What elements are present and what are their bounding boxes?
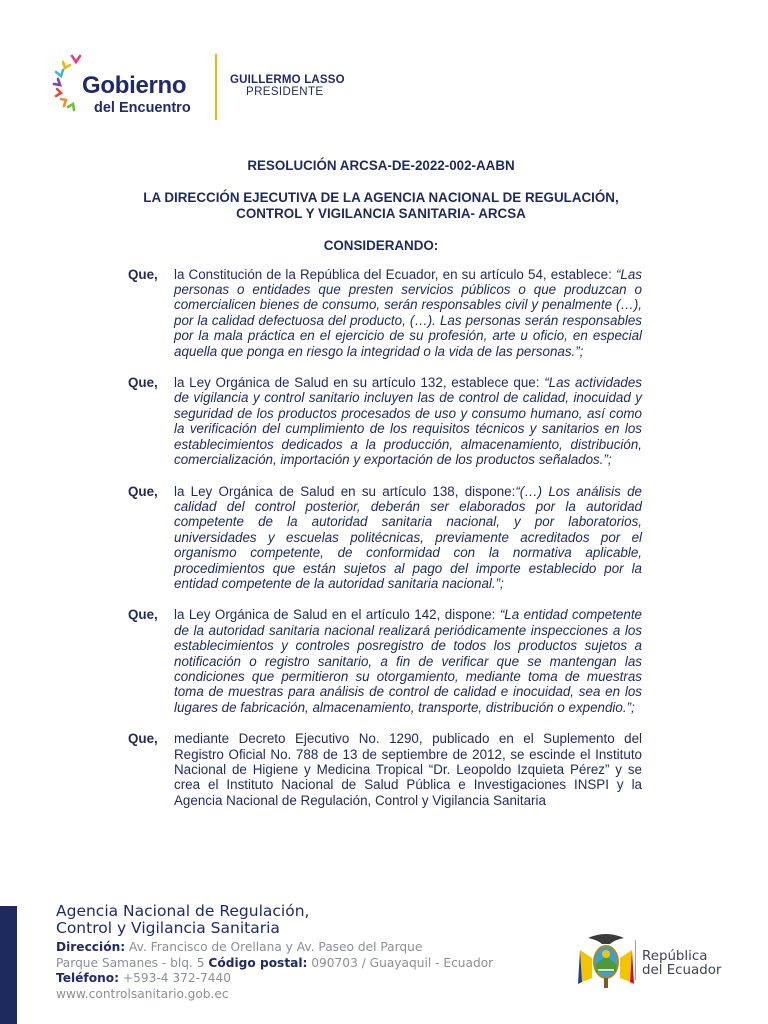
document-body: [120, 154, 642, 824]
sunburst-logo-icon: [52, 52, 86, 116]
address-line2-text: Parque Samanes - blq. 5: [56, 955, 209, 970]
president-title: PRESIDENTE: [246, 86, 324, 98]
website-link[interactable]: www.controlsanitario.gob.ec: [56, 986, 229, 1001]
agency-name-line2: Control y Vigilancia Sanitaria: [56, 919, 280, 937]
considerando-heading: CONSIDERANDO:: [323, 238, 439, 254]
clause-text: [174, 375, 642, 467]
president-name: GUILLERMO LASSO: [230, 74, 345, 86]
clause-quote: “Las personas o entidades que presten servicios públicos o que produzcan o comercialicen bienes de consumo, serán responsables civil y penalmente (…), por la calidad defectuosa del producto, (…). Las personas serán responsables por la mala práctica en el ejercicio de su profesión, arte u oficio, en especial aquella que ponga en riesgo la integridad o la vida de las personas.”;: [174, 266, 642, 359]
issuing-authority-title: LA DIRECCIÓN EJECUTIVA DE LA AGENCIA NACIONAL DE REGULACIÓN, CONTROL Y VIGILANCIA SANITARIA- ARCSA: [143, 190, 619, 221]
clause-label: Que,: [128, 266, 158, 282]
clause: [120, 484, 642, 592]
postal-code-label: Código postal:: [208, 955, 308, 970]
coat-of-arms-icon: [574, 928, 638, 994]
clause-intro: la Constitución de la República del Ecuador, en su artículo 54, establece:: [174, 266, 616, 282]
logo-gobierno-text: Gobierno: [82, 72, 187, 99]
clause-quote: “(…) Los análisis de calidad del control posterior, deberán ser elaborados por la autoridad competente de la autoridad sanitaria nacional, y por laboratorios, universidades y escuelas politécnicas, previamente acreditados por el organismo competente, de conformidad con la normativa aplicable, procedimientos que están sujetos al pago del importe establecido por la entidad competente de la autoridad sanitaria nacional.”;: [174, 483, 642, 591]
clause-text: [174, 484, 642, 592]
agency-name-line1: Agencia Nacional de Regulación,: [56, 902, 310, 920]
clause-text: [174, 607, 642, 715]
clause: [120, 375, 642, 467]
clause-label: Que,: [128, 731, 158, 747]
republica-del-ecuador: [642, 950, 721, 978]
contact-info: [56, 940, 493, 1002]
crest-divider: [635, 940, 636, 980]
republica-line1: República: [642, 949, 708, 964]
clause-label: Que,: [128, 607, 158, 623]
address-line1: [56, 940, 493, 956]
document-header: [0, 0, 768, 140]
header-divider: [215, 54, 217, 120]
clause: [120, 731, 642, 808]
clause-intro: la Ley Orgánica de Salud en su artículo 132, establece que:: [174, 375, 545, 391]
clause-quote: “Las actividades de vigilancia y control sanitario incluyen las de control de calidad, inocuidad y seguridad de los productos procesados de uso y consumo humano, así como la verificación del cumplimiento de los requisitos técnicos y sanitarios en los establecimientos dedicados a la producción, almacenamiento, distribución, comercialización, importación y exportación de los productos señalados.”;: [174, 375, 643, 468]
republica-line2: del Ecuador: [642, 963, 722, 978]
clause-label: Que,: [128, 483, 158, 499]
address-value: Av. Francisco de Orellana y Av. Paseo del Parque: [125, 940, 423, 954]
clause-label: Que,: [128, 375, 158, 391]
ecuador-coat-of-arms: [574, 928, 638, 994]
clause-intro: la Ley Orgánica de Salud en el artículo 142, dispone:: [174, 607, 500, 623]
agency-name: [56, 903, 309, 937]
clause-intro: la Ley Orgánica de Salud en su artículo 138, dispone:: [174, 483, 516, 499]
gobierno-del-encuentro-logo: [52, 52, 212, 122]
considerando-clauses: [120, 267, 642, 809]
clause-text: [174, 731, 642, 808]
logo-encuentro-text: del Encuentro: [94, 100, 191, 116]
address-line2: [56, 956, 493, 972]
clause: [120, 607, 642, 715]
postal-code-value: 090703 / Guayaquil - Ecuador: [307, 955, 494, 970]
clause: [120, 267, 642, 359]
phone-label: Teléfono:: [56, 971, 120, 986]
footer-accent-bar: [0, 906, 17, 1024]
clause-text: [174, 267, 642, 359]
phone-line: [56, 971, 493, 987]
resolution-number: RESOLUCIÓN ARCSA-DE-2022-002-AABN: [247, 158, 515, 173]
address-label: Dirección:: [56, 940, 126, 954]
clause-quote: “La entidad competente de la autoridad sanitaria nacional realizará periódicamente inspecciones a los establecimientos y controles posregistro de todos los productos sujetos a notificación o registro sanitario, a fin de verificar que se mantengan las condiciones que permitieron su otorgamiento, mediante toma de muestras toma de muestras para análisis de control de calidad e inocuidad, sea en los lugares de fabricación, almacenamiento, transporte, distribución o expendio.”;: [174, 607, 642, 715]
clause-intro: mediante Decreto Ejecutivo No. 1290, publicado en el Suplemento del Registro Oficial No. 788 de 13 de septiembre de 2012, se escinde el Instituto Nacional de Higiene y Medicina Tropical “Dr. Leopoldo Izquieta Pérez” y se crea el Instituto Nacional de Salud Pública e Investigaciones INSPI y la Agencia Nacional de Regulación, Control y Vigilancia Sanitaria: [174, 731, 642, 808]
phone-value: +593-4 372-7440: [119, 971, 232, 986]
